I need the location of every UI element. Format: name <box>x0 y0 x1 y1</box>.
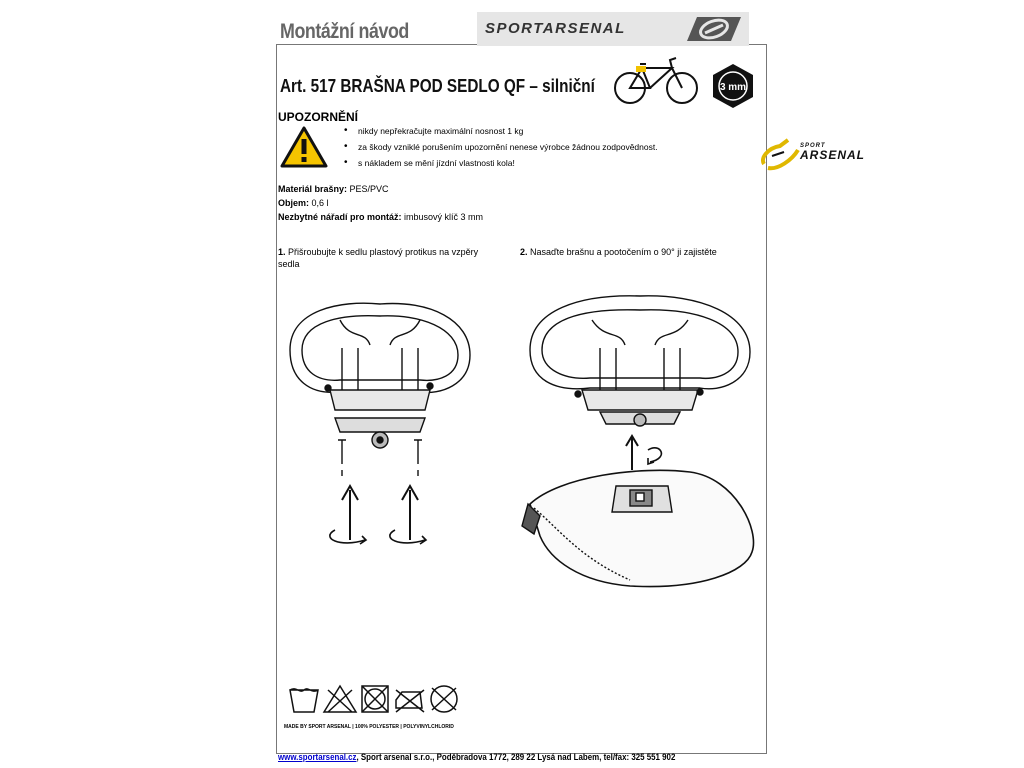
website-link[interactable]: www.sportarsenal.cz <box>278 752 357 762</box>
material-label: Materiál brašny: <box>278 184 348 194</box>
no-iron-icon <box>396 690 424 712</box>
warning-heading: UPOZORNĚNÍ <box>278 110 359 124</box>
brand-logo-icon <box>683 13 745 45</box>
tool-size-label: 3 mm <box>719 82 747 93</box>
saddle-bag-illustration <box>520 290 760 590</box>
brand-name: SPORTARSENAL <box>485 20 626 37</box>
step-number: 2. <box>520 247 528 257</box>
side-logo-wordmark <box>800 143 866 162</box>
bicycle-icon <box>610 50 702 106</box>
document-title: Montážní návod <box>280 20 409 43</box>
side-logo-big: ARSENAL <box>800 148 866 162</box>
no-bleach-icon <box>324 686 356 712</box>
care-caption: MADE BY SPORT ARSENAL | 100% POLYESTER | POLYVINYLCHLORID <box>284 724 454 730</box>
article-title: Art. 517 BRAŠNA POD SEDLO QF – silniční <box>280 76 595 96</box>
tools-value: imbusový klíč 3 mm <box>404 212 484 222</box>
tools-label: Nezbytné nářadí pro montáž: <box>278 212 402 222</box>
brand-banner <box>477 12 749 46</box>
step-text: Přišroubujte k sedlu plastový protikus na vzpěry sedla <box>278 247 479 269</box>
material-value: PES/PVC <box>349 184 389 194</box>
saddle-clamp-illustration <box>280 300 480 560</box>
step-number: 1. <box>278 247 286 257</box>
warning-item: • s nákladem se mění jízdní vlastnosti kola! <box>346 158 658 168</box>
page-footer <box>278 752 675 762</box>
step-text: Nasaďte brašnu a pootočením o 90° ji zajistěte <box>530 247 717 257</box>
step-1 <box>278 246 498 270</box>
company-address: , Sport arsenal s.r.o., Poděbradova 1772, 289 22 Lysá nad Labem, tel/fax: 325 551 902 <box>356 752 676 762</box>
volume-label: Objem: <box>278 198 310 208</box>
sport-arsenal-logo-icon <box>758 138 802 172</box>
warning-item: • za škody vzniklé porušením upozornění nenese výrobce žádnou zodpovědnost. <box>346 142 658 152</box>
side-logo-small: SPORT <box>800 143 826 149</box>
warning-item: • nikdy nepřekračujte maximální nosnost 1 kg <box>346 126 658 136</box>
hex-key-icon <box>710 62 756 110</box>
manual-page <box>258 12 767 762</box>
care-symbols <box>286 680 466 720</box>
step-2 <box>520 246 740 258</box>
hand-wash-icon <box>290 689 318 712</box>
warning-list <box>346 126 658 174</box>
specifications <box>278 182 483 224</box>
warning-triangle-icon <box>280 126 328 168</box>
volume-value: 0,6 l <box>311 198 329 208</box>
